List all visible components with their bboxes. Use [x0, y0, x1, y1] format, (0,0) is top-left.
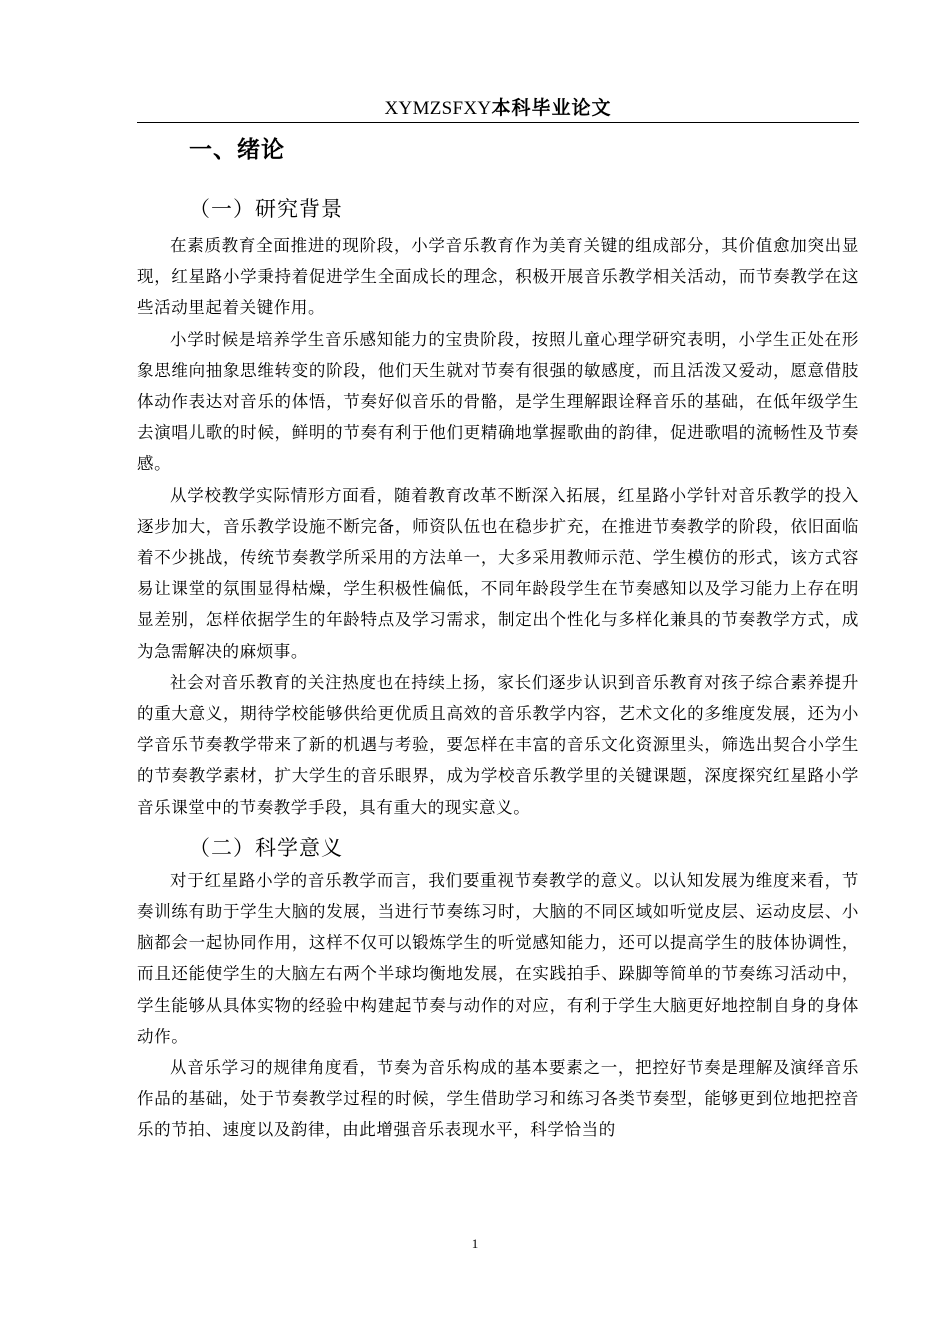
header-school-code: XYMZSFXY — [384, 98, 492, 119]
paragraph: 在素质教育全面推进的现阶段，小学音乐教育作为美育关键的组成部分，其价值愈加突出显现，红星路小学秉持着促进学生全面成长的理念，积极开展音乐教学相关活动，而节奏教学在这些活动里起着关键作用。 — [137, 236, 859, 318]
paragraph: 从音乐学习的规律角度看，节奏为音乐构成的基本要素之一，把控好节奏是理解及演绎音乐作品的基础，处于节奏教学过程的时候，学生借助学习和练习各类节奏型，能够更到位地把控音乐的节拍、速度以及韵律，由此增强音乐表现水平，科学恰当的 — [137, 1058, 859, 1140]
section-heading-background: （一）研究背景 — [189, 197, 343, 221]
paragraph: 小学时候是培养学生音乐感知能力的宝贵阶段，按照儿童心理学研究表明，小学生正处在形象思维向抽象思维转变的阶段，他们天生就对节奏有很强的敏感度，而且活泼又爱动，愿意借肢体动作表达对音乐的体悟，节奏好似音乐的骨骼，是学生理解跟诠释音乐的基础，在低年级学生去演唱儿歌的时候，鲜明的节奏有利于他们更精确地掌握歌曲的韵律，促进歌唱的流畅性及节奏感。 — [137, 329, 859, 474]
chapter-title: 一、绪论 — [189, 137, 285, 163]
paragraph: 从学校教学实际情形方面看，随着教育改革不断深入拓展，红星路小学针对音乐教学的投入逐步加大，音乐教学设施不断完备，师资队伍也在稳步扩充，在推进节奏教学的阶段，依旧面临着不少挑战，传统节奏教学所采用的方法单一，大多采用教师示范、学生模仿的形式，该方式容易让课堂的氛围显得枯燥，学生积极性偏低，不同年龄段学生在节奏感知以及学习能力上存在明显差别，怎样依据学生的年龄特点及学习需求，制定出个性化与多样化兼具的节奏教学方式，成为急需解决的麻烦事。 — [137, 485, 859, 661]
page-header — [137, 96, 859, 123]
section-heading-significance: （二）科学意义 — [189, 835, 343, 860]
page-number: 1 — [471, 1236, 479, 1251]
paragraph: 社会对音乐教育的关注热度也在持续上扬，家长们逐步认识到音乐教育对孩子综合素养提升的重大意义，期待学校能够供给更优质且高效的音乐教学内容，艺术文化的多维度发展，还为小学音乐节奏教学带来了新的机遇与考验，要怎样在丰富的音乐文化资源里头，筛选出契合小学生的节奏教学素材，扩大学生的音乐眼界，成为学校音乐教学里的关键课题，深度探究红星路小学音乐课堂中的节奏教学手段，具有重大的现实意义。 — [137, 672, 859, 817]
header-title: 本科毕业论文 — [491, 97, 612, 119]
page-body — [137, 124, 859, 1146]
paragraph: 对于红星路小学的音乐教学而言，我们要重视节奏教学的意义。以认知发展为维度来看，节奏训练有助于学生大脑的发展，当进行节奏练习时，大脑的不同区域如听觉皮层、运动皮层、小脑都会一起协同作用，这样不仅可以锻炼学生的听觉感知能力，还可以提高学生的肢体协调性，而且还能使学生的大脑左右两个半球均衡地发展，在实践拍手、跺脚等简单的节奏练习活动中，学生能够从具体实物的经验中构建起节奏与动作的对应，有利于学生大脑更好地控制自身的身体动作。 — [137, 870, 859, 1046]
